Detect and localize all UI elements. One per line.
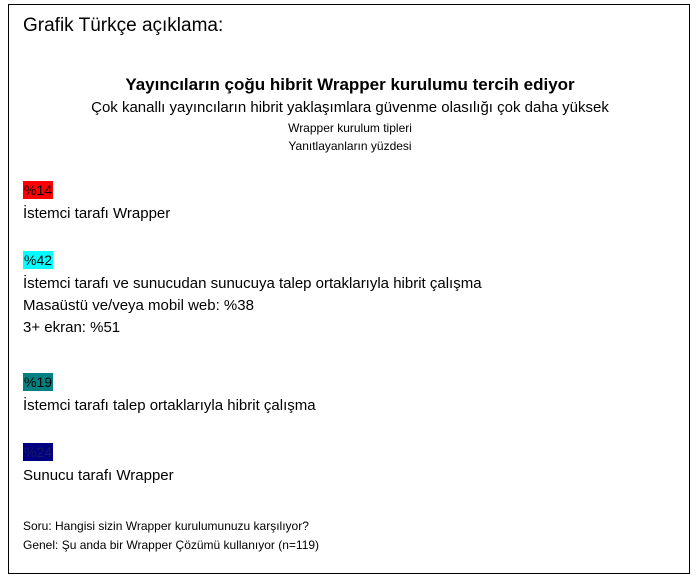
item-label: İstemci tarafı ve sunucudan sunucuya talep ortaklarıyla hibrit çalışma	[23, 275, 482, 292]
page-heading: Grafik Türkçe açıklama:	[23, 15, 224, 36]
item-label: İstemci tarafı talep ortaklarıyla hibrit çalışma	[23, 397, 316, 414]
footnote-question: Soru: Hangisi sizin Wrapper kurulumunuzu karşılıyor?	[23, 519, 309, 533]
item-label: İstemci tarafı Wrapper	[23, 205, 171, 222]
chart-subtitle: Çok kanallı yayıncıların hibrit yaklaşımlara güvenme olasılığı çok daha yüksek	[91, 99, 609, 116]
content-frame	[8, 4, 690, 574]
chart-label: Wrapper kurulum tipleri	[288, 121, 412, 135]
value-badge: %14	[24, 182, 53, 198]
footnote	[23, 517, 319, 555]
list-item-hybrid-client	[23, 373, 316, 417]
list-item-client-side	[23, 181, 170, 225]
item-detail: Masaüstü ve/veya mobil web: %38	[23, 297, 254, 314]
value-badge: %42	[24, 252, 53, 268]
chart-title: Yayıncıların çoğu hibrit Wrapper kurulumu tercih ediyor	[125, 75, 575, 94]
footnote-base: Genel: Şu anda bir Wrapper Çözümü kullanıyor (n=119)	[23, 538, 320, 552]
value-badge: %24	[24, 444, 53, 460]
chart-header	[9, 75, 691, 156]
list-item-hybrid-s2s	[23, 251, 482, 339]
item-label: Sunucu tarafı Wrapper	[23, 467, 174, 484]
item-detail: 3+ ekran: %51	[23, 319, 121, 336]
value-badge: %19	[24, 374, 53, 390]
unit-label: Yanıtlayanların yüzdesi	[288, 139, 412, 153]
list-item-server-side	[23, 443, 174, 487]
